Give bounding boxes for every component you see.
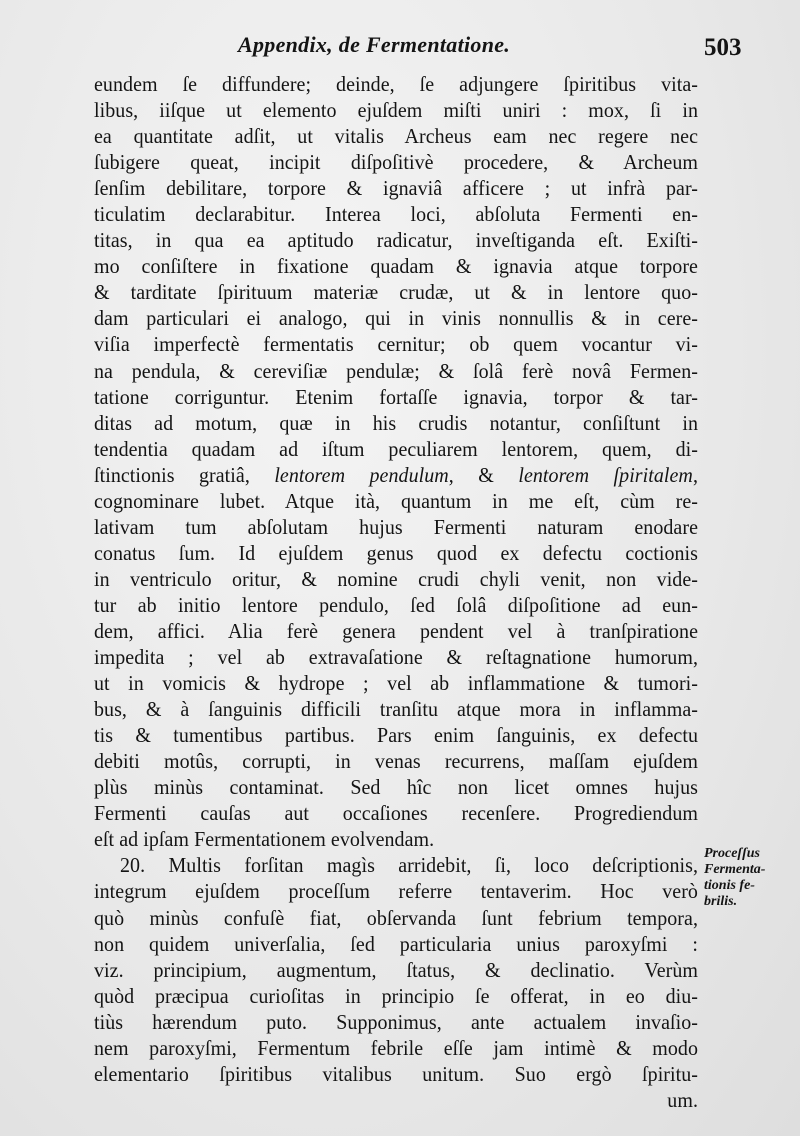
- text-line: dem, affici. Alia ferè genera pendent vel à tranſpiratione: [94, 620, 698, 644]
- text-line: ut in vomicis & hydrope ; vel ab inflammatione & tumori-: [94, 672, 698, 696]
- text-line: quòd præcipua curioſitas in principio ſe offerat, in eo diu-: [94, 985, 698, 1009]
- margin-note-line: brilis.: [704, 894, 738, 909]
- text-line: bus, & à ſanguinis difficili tranſitu atque mora in inflamma-: [94, 698, 698, 722]
- text-line: eſt ad ipſam Fermentationem evolvendam.: [94, 828, 435, 852]
- text-line: Fermenti cauſas aut occaſiones recenſere. Progrediendum: [94, 802, 698, 826]
- text-line: viz. principium, augmentum, ſtatus, & declinatio. Verùm: [94, 959, 698, 983]
- text-line: in ventriculo oritur, & nomine crudi chyli venit, non vide-: [94, 568, 698, 592]
- text-line: ea quantitate adſit, ut vitalis Archeus eam nec regere nec: [94, 125, 698, 149]
- text-line: & tarditate ſpirituum materiæ crudæ, ut & in lentore quo-: [94, 281, 698, 305]
- text-line: mo conſiſtere in fixatione quadam & ignavia atque torpore: [94, 255, 698, 279]
- text-line: eundem ſe diffundere; deinde, ſe adjungere ſpiritibus vita-: [94, 73, 698, 97]
- catchword: um.: [667, 1089, 698, 1113]
- italic-term: lentorem pendulum: [274, 464, 449, 488]
- text-line: ſubigere queat, incipit diſpoſitivè procedere, & Archeum: [94, 151, 698, 175]
- text-line: debiti motûs, corrupti, in venas recurrens, maſſam ejuſdem: [94, 750, 698, 774]
- text-line: na pendula, & cereviſiæ pendulæ; & ſolâ ferè novâ Fermen-: [94, 360, 698, 383]
- text-line: viſia imperfectè fermentatis cernitur; ob quem vocantur vi-: [94, 334, 698, 357]
- text-line: libus, iiſque ut elemento ejuſdem miſti uniri : mox, ſi in: [94, 99, 698, 123]
- text-line: plùs minùs contaminat. Sed hîc non licet omnes hujus: [94, 776, 698, 800]
- text-line: dam particulari ei analogo, qui in vinis nonnullis & in cere-: [94, 307, 698, 331]
- text-line-with-italics: ſtinctionis gratiâ, lentorem pendulum, & lentorem ſpiritalem,: [94, 464, 698, 488]
- margin-note-line: Fermenta-: [704, 862, 766, 877]
- text-line: nem paroxyſmi, Fermentum febrile eſſe jam intimè & modo: [94, 1037, 698, 1061]
- text-line: lativam tum abſolutam hujus Fermenti naturam enodare: [94, 516, 698, 540]
- text-line: impedita ; vel ab extravaſatione & reſtagnatione humorum,: [94, 646, 698, 670]
- text-line: tis & tumentibus partibus. Pars enim ſanguinis, ex defectu: [94, 724, 698, 748]
- text-line: quò minùs confuſè fiat, obſervanda ſunt febrium tempora,: [94, 907, 698, 930]
- body-text: [94, 72, 698, 1114]
- text-line: ſenſim debilitare, torpore & ignaviâ afficere ; ut infrà par-: [94, 177, 698, 201]
- text-line: tiùs hærendum puto. Supponimus, ante actualem invaſio-: [94, 1011, 698, 1035]
- text-line: titas, in qua ea aptitudo radicatur, inveſtiganda eſt. Exiſti-: [94, 229, 698, 253]
- page-header: [0, 30, 800, 70]
- running-head: Appendix, de Fermentatione.: [238, 32, 511, 57]
- text-line: integrum ejuſdem proceſſum referre tentaverim. Hoc verò: [94, 881, 698, 904]
- text-line: cognominare lubet. Atque ità, quantum in me eſt, cùm re-: [94, 490, 698, 514]
- text-line: tendentia quadam ad iſtum peculiarem lentorem, quem, di-: [94, 438, 698, 462]
- text-line: non quidem univerſalia, ſed particularia unius paroxyſmi :: [94, 933, 698, 956]
- text-line: conatus ſum. Id ejuſdem genus quod ex defectu coctionis: [94, 542, 698, 566]
- text-line: tatione corriguntur. Etenim fortaſſe ignavia, torpor & tar-: [94, 386, 698, 410]
- text-line: ditas ad motum, quæ in his crudis notantur, conſiſtunt in: [94, 412, 698, 436]
- margin-note-line: tionis fe-: [704, 878, 755, 893]
- text-line: ticulatim declarabitur. Interea loci, abſoluta Fermenti en-: [94, 203, 698, 227]
- page-number: 503: [704, 34, 742, 61]
- italic-term: lentorem ſpiritalem: [518, 464, 693, 488]
- text-line: elementario ſpiritibus vitalibus unitum. Suo ergò ſpiritu-: [94, 1063, 698, 1087]
- margin-note-line: Proceſſus: [704, 846, 760, 861]
- margin-note: [704, 846, 796, 910]
- paragraph-start-line: 20. Multis forſitan magìs arridebit, ſi, loco deſcriptionis,: [120, 854, 698, 878]
- text-line: tur ab initio lentore pendulo, ſed ſolâ diſpoſitione ad eun-: [94, 594, 698, 618]
